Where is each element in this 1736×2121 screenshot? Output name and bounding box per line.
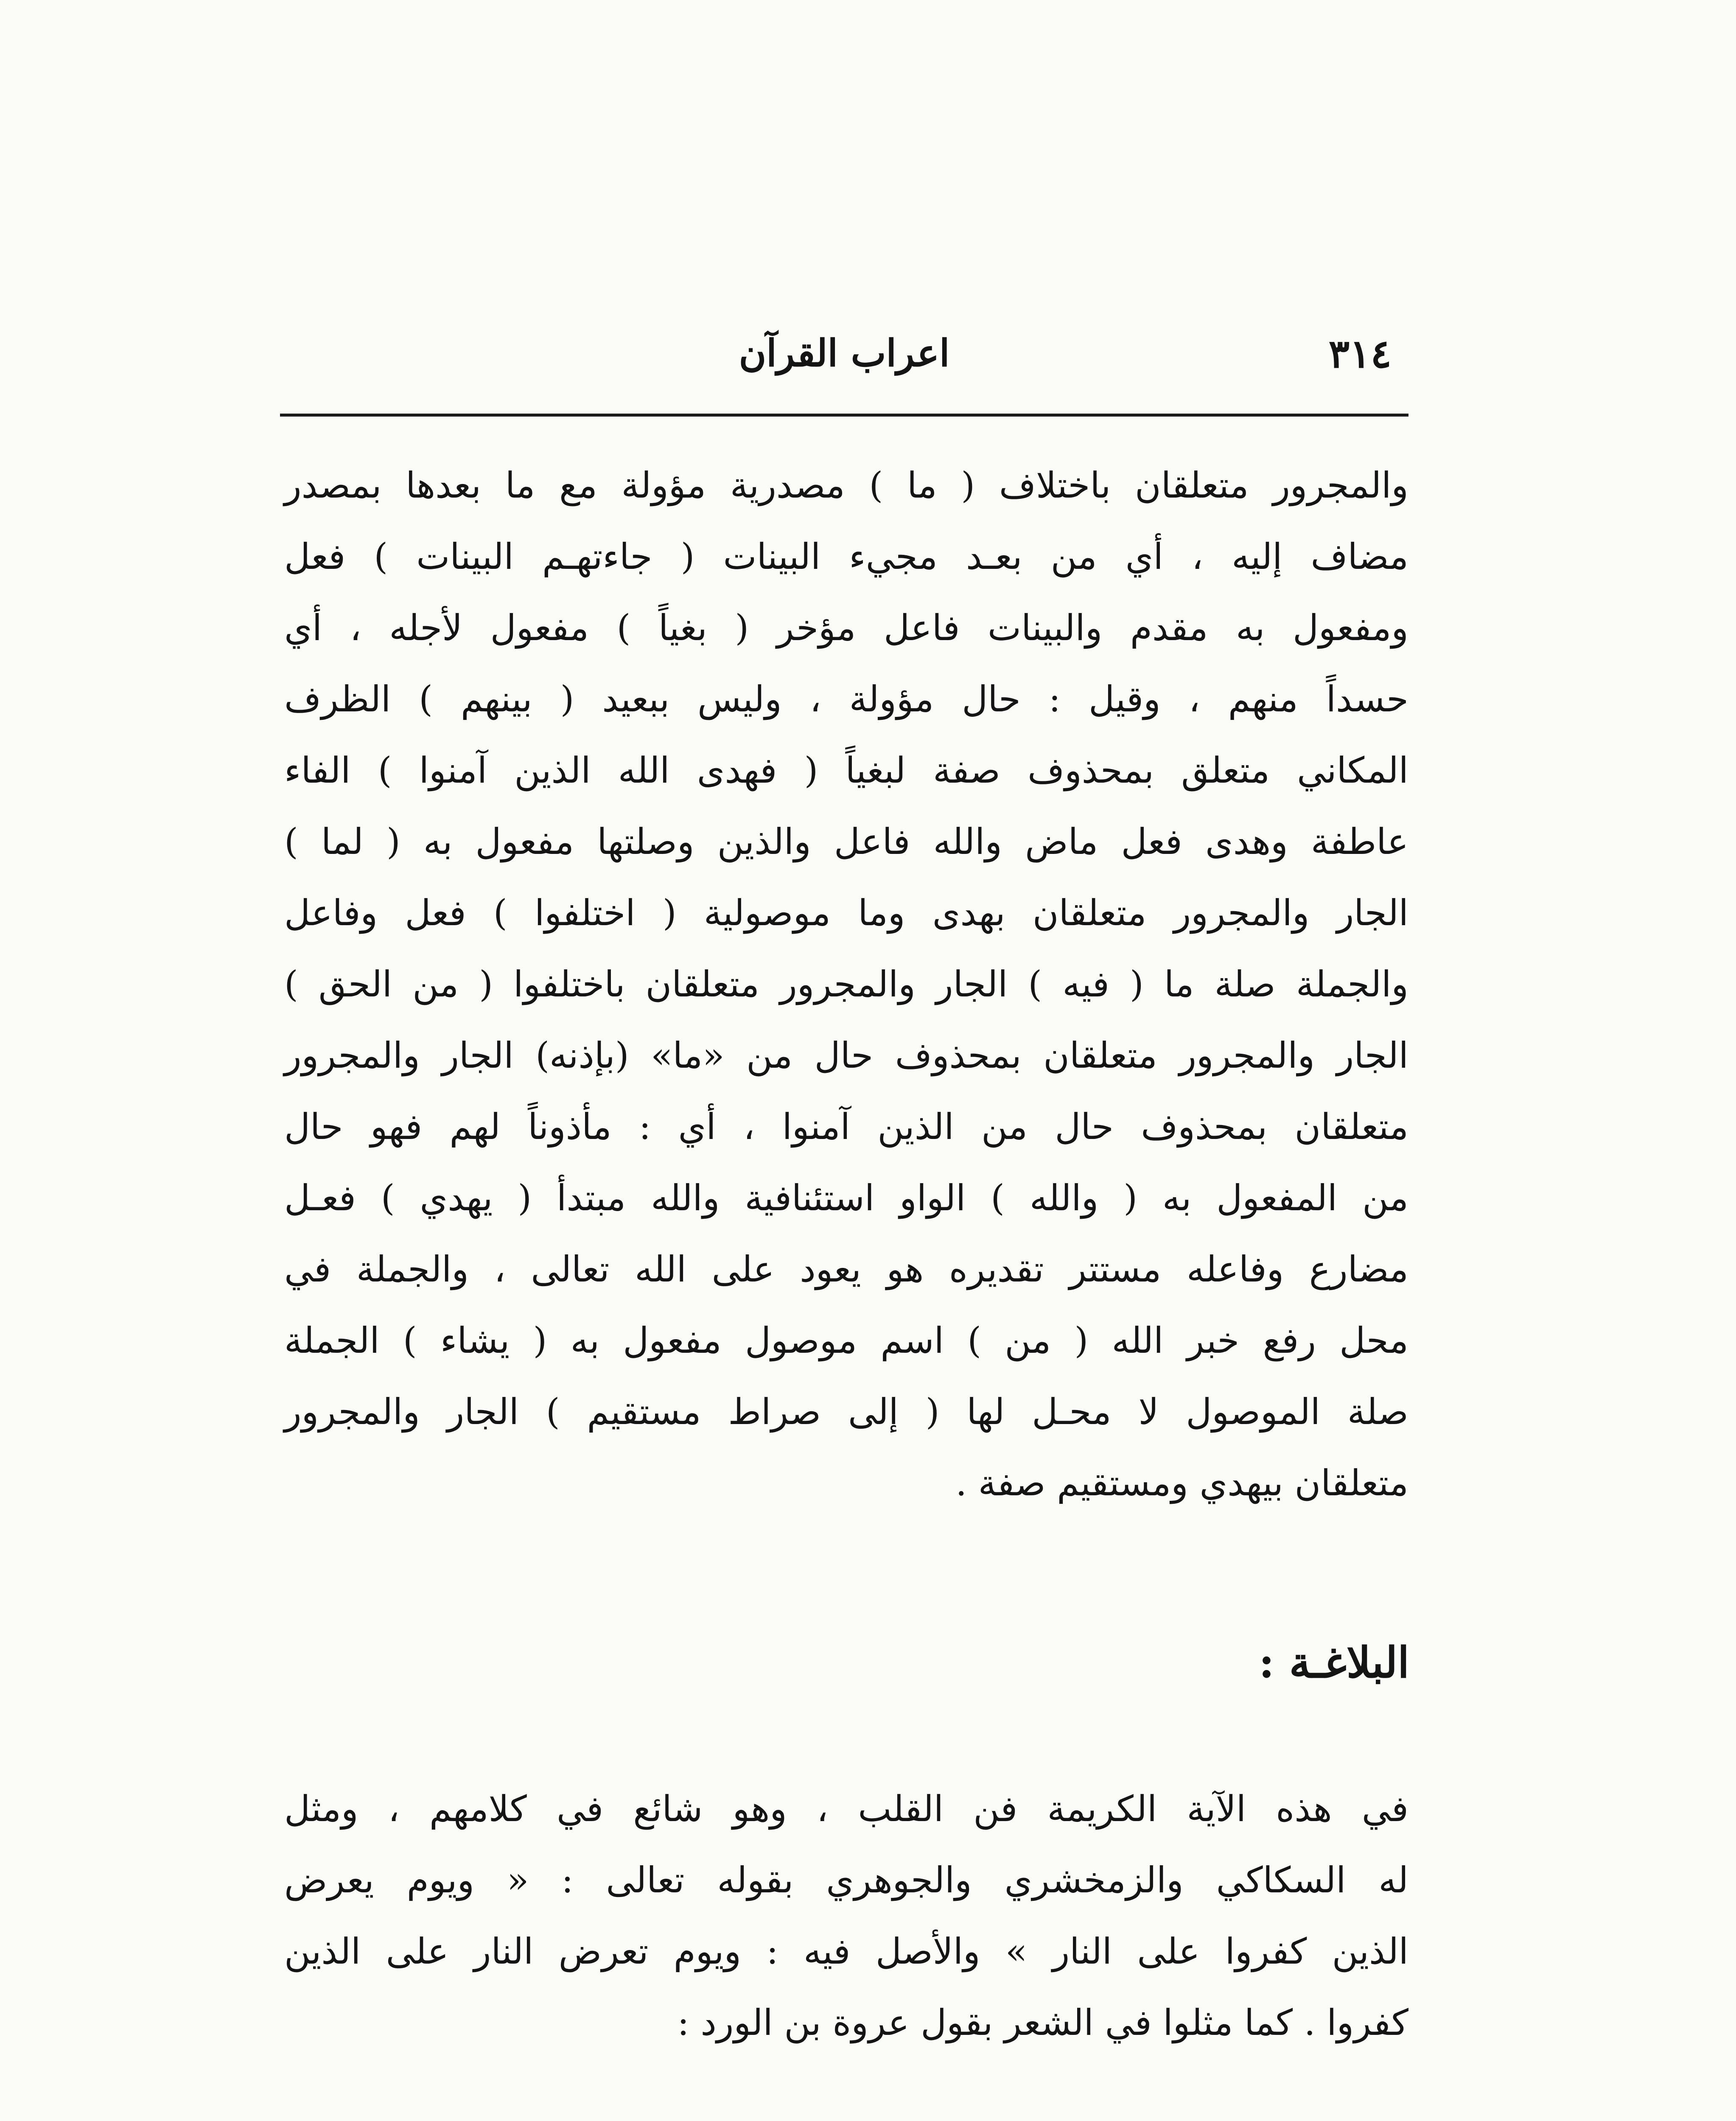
text-line: عاطفة وهدى فعل ماض والله فاعل والذين وصلتها مفعول به ( لما ) xyxy=(284,821,1408,862)
running-title: اعراب القرآن xyxy=(739,331,950,375)
text-line: الجار والمجرور متعلقان بمحذوف حال من «ما» (بإذنه) الجار والمجرور xyxy=(284,1035,1408,1076)
text-line: حسداً منهم ، وقيل : حال مؤولة ، وليس ببعيد ( بينهم ) الظرف xyxy=(284,678,1408,720)
text-line: له السكاكي والزمخشري والجوهري بقوله تعالى : « ويوم يعرض xyxy=(284,1859,1408,1901)
header-rule xyxy=(280,414,1408,417)
text-line: ومفعول به مقدم والبينات فاعل مؤخر ( بغياً ) مفعول لأجله ، أي xyxy=(284,607,1408,649)
page-header xyxy=(280,331,1408,390)
balagha-paragraph xyxy=(284,1773,1408,2058)
text-line: والمجرور متعلقان باختلاف ( ما ) مصدرية مؤولة مع ما بعدها بمصدر xyxy=(284,464,1408,506)
text-line: صلة الموصول لا محـل لها ( إلى صراط مستقيم ) الجار والمجرور xyxy=(284,1391,1408,1433)
text-line: محل رفع خبر الله ( من ) اسم موصول مفعول به ( يشاء ) الجملة xyxy=(284,1320,1408,1361)
text-line: كفروا . كما مثلوا في الشعر بقول عروة بن الورد : xyxy=(677,2002,1408,2043)
text-line: في هذه الآية الكريمة فن القلب ، وهو شائع في كلامهم ، ومثل xyxy=(284,1788,1408,1830)
page-number: ٣١٤ xyxy=(1328,331,1392,377)
text-line: المكاني متعلق بمحذوف صفة لبغياً ( فهدى الله الذين آمنوا ) الفاء xyxy=(284,750,1408,791)
text-line: والجملة صلة ما ( فيه ) الجار والمجرور متعلقان باختلفوا ( من الحق ) xyxy=(284,963,1408,1005)
text-line: متعلقان بمحذوف حال من الذين آمنوا ، أي : مأذوناً لهم فهو حال xyxy=(284,1106,1408,1147)
text-line: من المفعول به ( والله ) الواو استئنافية والله مبتدأ ( يهدي ) فعـل xyxy=(284,1177,1408,1219)
text-line: الذين كفروا على النار » والأصل فيه : ويوم تعرض النار على الذين xyxy=(284,1931,1408,1972)
irab-paragraph xyxy=(284,450,1408,1519)
text-line: مضاف إليه ، أي من بعـد مجيء البينات ( جاءتهـم البينات ) فعل xyxy=(284,536,1408,577)
text-line: متعلقان بيهدي ومستقيم صفة . xyxy=(955,1462,1408,1504)
section-heading: البلاغـة : xyxy=(1258,1637,1409,1687)
text-line: مضارع وفاعله مستتر تقديره هو يعود على الله تعالى ، والجملة في xyxy=(284,1248,1408,1290)
text-line: الجار والمجرور متعلقان بهدى وما موصولية ( اختلفوا ) فعل وفاعل xyxy=(284,892,1408,934)
